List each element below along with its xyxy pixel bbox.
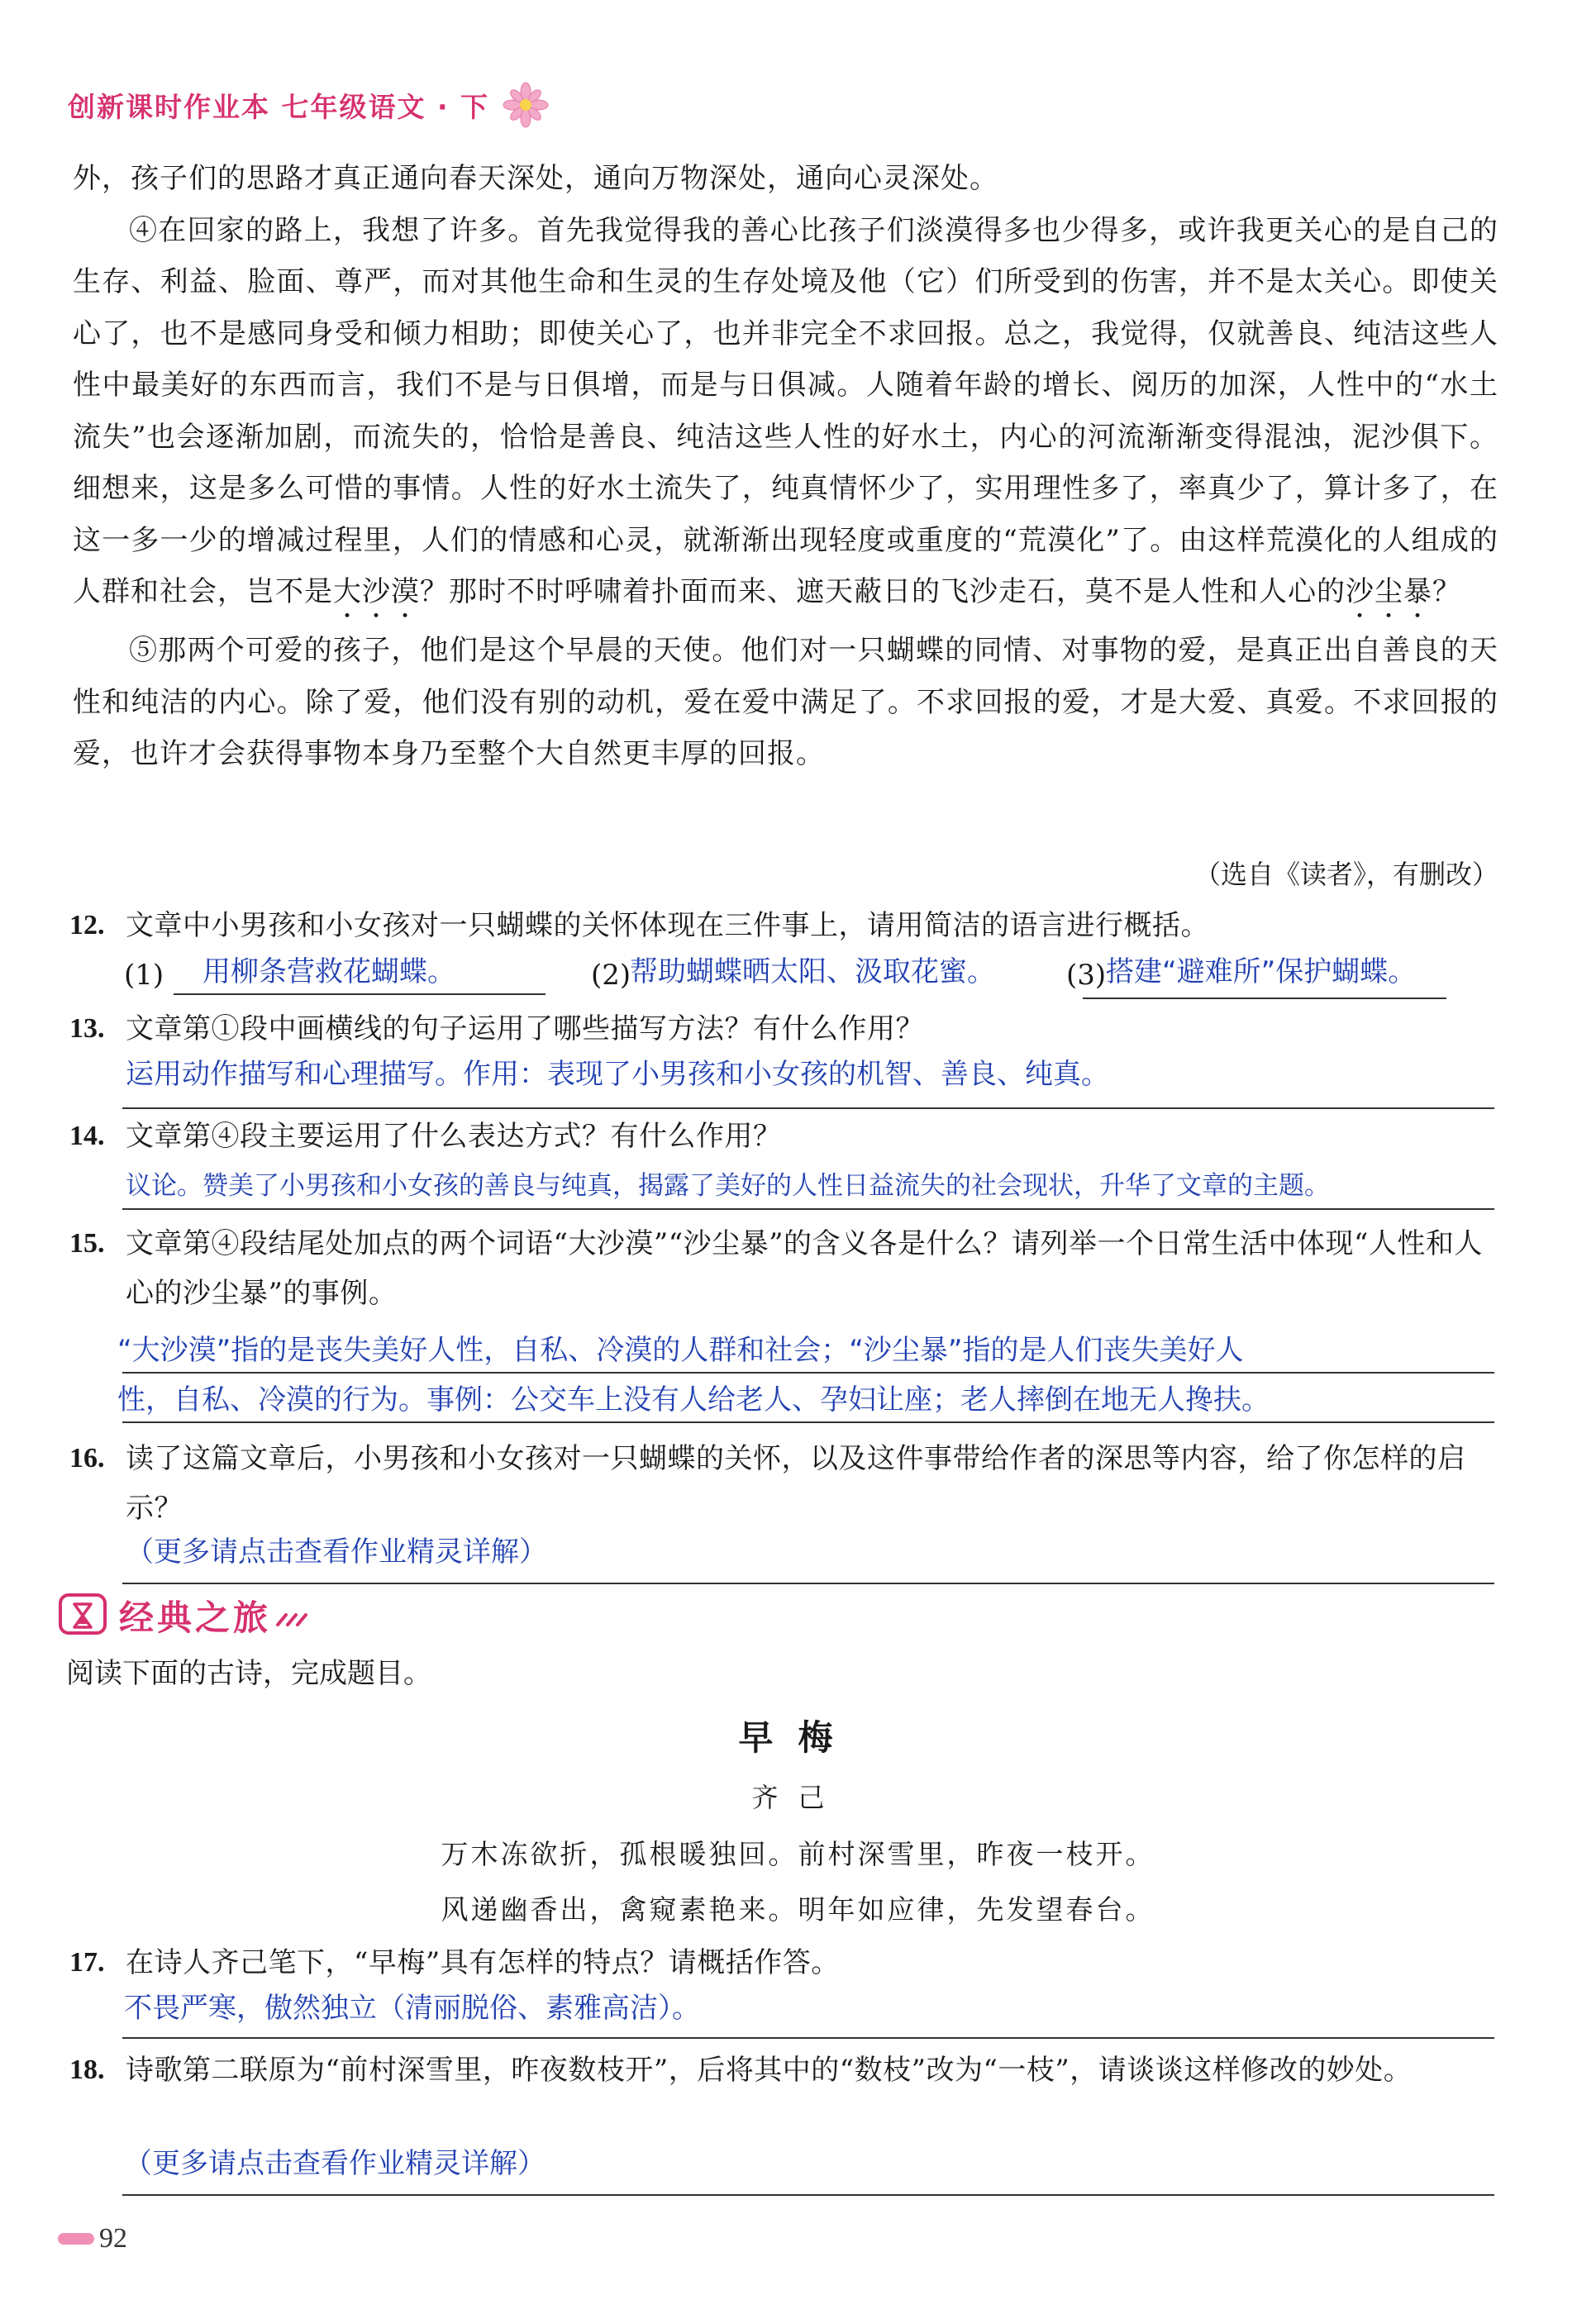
poem-line-2: 风递幽香出，禽窥素艳来。明年如应律，先发望春台。: [441, 1893, 1155, 1926]
section-header: [58, 1591, 317, 1640]
page-header: [68, 84, 549, 126]
question-text: 读了这篇文章后，小男孩和小女孩对一只蝴蝶的关怀，以及这件事带给作者的深思等内容，给了你怎样的启示？: [126, 1442, 1466, 1525]
question-16: 16. 读了这篇文章后，小男孩和小女孩对一只蝴蝶的关怀，以及这件事带给作者的深思等内容，给了你怎样的启示？: [69, 1434, 1508, 1533]
more-details-link[interactable]: （更多请点击查看作业精灵详解）: [124, 2147, 545, 2180]
section-instruction: 阅读下面的古诗，完成题目。: [66, 1657, 431, 1690]
answer-15: “大沙漠”指的是丧失美好人性，自私、冷漠的人群和社会；“沙尘暴”指的是人们丧失美好人 性，自私、冷漠的行为。事例：公交车上没有人给老人、孕妇让座；老人摔倒在地无人搀扶。: [117, 1334, 1270, 1416]
paragraph-continuation: 外，孩子们的思路才真正通向春天深处，通向万物深处，通向心灵深处。: [73, 162, 998, 195]
hourglass-icon: [58, 1593, 107, 1639]
answer-line: [122, 1421, 1494, 1423]
answer-line: [122, 2194, 1494, 2196]
emphasized-word-desert: 大沙漠: [333, 575, 420, 608]
more-details-link[interactable]: （更多请点击查看作业精灵详解）: [126, 1536, 547, 1569]
emphasized-word-sandstorm: 沙尘暴: [1346, 575, 1432, 608]
answer-12-1: 用柳条营救花蝴蝶。: [202, 955, 455, 988]
answer-line: [122, 1208, 1494, 1210]
decorative-slashes-icon: [271, 1603, 317, 1628]
answer-line: [122, 1372, 1494, 1374]
answer-line: [174, 993, 545, 995]
answer-line: [1083, 997, 1446, 999]
answer-13: 运用动作描写和心理描写。作用：表现了小男孩和小女孩的机智、善良、纯真。: [126, 1058, 1109, 1091]
answer-18: [124, 2139, 1529, 2188]
answer-16: [126, 1527, 1531, 1577]
answer-12-2: 帮助蝴蝶晒太阳、汲取花蜜。: [630, 955, 995, 988]
answer-line: [122, 2037, 1494, 2039]
question-text: 在诗人齐己笔下，“早梅”具有怎样的特点？请概括作答。: [126, 1946, 840, 1979]
paragraph-5: ⑤那两个可爱的孩子，他们是这个早晨的天使。他们对一只蝴蝶的同情、对事物的爱，是真正出自善良的天性和纯洁的内心。除了爱，他们没有别的动机，爱在爱中满足了。不求回报的爱，才是大爱、真爱。不求回报的爱，也许才会获得事物本身乃至整个大自然更丰厚的回报。: [73, 634, 1498, 770]
flower-icon: [503, 82, 549, 128]
question-text: 文章第④段主要运用了什么表达方式？有什么作用？: [126, 1120, 782, 1153]
answer-line: [122, 1107, 1494, 1109]
poem-line-1: 万木冻欲折，孤根暖独回。前村深雪里，昨夜一枝开。: [441, 1838, 1155, 1870]
poem-author: 齐己: [751, 1782, 845, 1813]
section-title: 经典之旅: [119, 1597, 272, 1638]
passage: [73, 153, 1498, 780]
question-text: 诗歌第二联原为“前村深雪里，昨夜数枝开”，后将其中的“数枝”改为“一枝”，请谈谈这样修改的妙处。: [126, 2054, 1413, 2087]
question-14: 14. 文章第④段主要运用了什么表达方式？有什么作用？: [69, 1112, 1508, 1161]
answer-14: 议论。赞美了小男孩和小女孩的善良与纯真，揭露了美好的人性日益流失的社会现状，升华了文章的主题。: [126, 1171, 1330, 1201]
workbook-page: 创新课时作业本 七年级语文 · 下 外，孩子们的思路才真正通向春天深处，通向万物深处，通向心灵深处。 ④在回家的路上，我想了许多。首先我觉得我的善心比孩子们淡漠得多也少得多，或许我更关心的是自己的生存、利益、脸面、尊严，而对其他生命和生灵的生存处境及他（它）们所受到的伤害，并不是太关心。即使关心了，也不是感同身受和倾力相助；即使关心了，也并非完全不求回报。总之，我觉得，仅就善良、纯洁这些人性中最美好的东西而言，我们不是与日俱增，而是与日俱减。人随着年龄的增长、阅历的加深，人性中的“水土流失”也会逐渐加剧，而流失的，恰恰是善良、纯洁这些人性的好水土，内心的河流渐渐变得混浊，泥沙俱下。细想来，这是多么可惜的事情。人性的好水土流失了，纯真情怀少了，实用理性多了，率真少了，算计多了，在这一多一少的增减过程里，人们的情感和心灵，就渐渐出现轻度或重度的“荒漠化”了。由这样荒漠化的人组成的人群和社会，岂不是大沙漠？那时不时呼啸着扑面而来、遮天蔽日的飞沙走石，莫不是人性和人心的沙尘暴？ ⑤那两个可爱的孩子，他们是这个早晨的天使。他们对一只蝴蝶的同情、对事物的爱，是真正出自善良的天性和纯洁的内心。除了爱，他们没有别的动机，爱在爱中满足了。不求回报的爱，才是大爱、真爱。不求回报的爱，也许才会获得事物本身乃至整个大自然更丰厚的回报。 （选自《读者》，有删改） 12. 文章中小男孩和小女孩对一只蝴蝶的关怀体现在三件事上，请用简洁的语言进行概括。 (1) 用柳条营救花蝴蝶。 (2) 帮助蝴蝶晒太阳、汲取花蜜。 (3) 搭建“避难所”保护蝴蝶。 13. 文章第①段中画横线的句子运用了哪些描写方法？有什么作用？ 运用动作描写和心理描写。作用：表现了小男孩和小女孩的机智、善良、纯真。 14. 文章第④段主要运用了什么表达方式？有什么作用？ 议论。赞美了小男孩和小女孩的善良与纯真，揭露了美好的人性日益流失的社会现状，升华了文章的主题。 15. 文章第④段结尾处加点的两个词语“大沙漠”“沙尘暴”的含义各是什么？请列举一个日常生活中体现“人性和人心的沙尘暴”的事例。 “大沙漠”指的是丧失美好人性，自私、冷漠的人群和社会；“沙尘暴”指的是人们丧失美好人 性，自私、冷漠的行为。事例：公交车上没有人给老人、孕妇让座；老人摔倒在地无人搀扶。 16. 读了这篇文章后，小男孩和小女孩对一只蝴蝶的关怀，以及这件事带给作者的深思等内容，给了你怎样的启示？ （更多请点击查看作业精灵详解） 经典之旅 阅读下面的古诗，完成题目。 早梅 齐己 万木冻欲折，孤根暖独回。前村深雪里，昨夜一枝开。 风递幽香出，禽窥素艳来。明年如应律，先发望春台。 17. 在诗人齐己笔下，“早梅”具有怎样的特点？请概括作答。 不畏严寒，傲然独立（清丽脱俗、素雅高洁）。 18. 诗歌第二联原为“前村深雪里，昨夜数枝开”，后将其中的“数枝”改为“一枝”，请谈谈这样修改的妙处。 （更多请点击查看作业精灵详解） 92: [0, 0, 1596, 2314]
question-text: 文章中小男孩和小女孩对一只蝴蝶的关怀体现在三件事上，请用简洁的语言进行概括。: [126, 909, 1209, 942]
question-17: 17. 在诗人齐己笔下，“早梅”具有怎样的特点？请概括作答。: [69, 1938, 1508, 1988]
answer-12-3: 搭建“避难所”保护蝴蝶。: [1106, 955, 1417, 988]
footer-decoration: [58, 2233, 94, 2245]
question-15: 15. 文章第④段结尾处加点的两个词语“大沙漠”“沙尘暴”的含义各是什么？请列举一个日常生活中体现“人性和人心的沙尘暴”的事例。: [69, 1219, 1508, 1318]
source-citation: （选自《读者》，有删改）: [1193, 859, 1498, 890]
answer-17: 不畏严寒，傲然独立（清丽脱俗、素雅高洁）。: [124, 1992, 700, 2025]
question-text: 文章第①段中画横线的句子运用了哪些描写方法？有什么作用？: [126, 1012, 924, 1045]
question-text: 文章第④段结尾处加点的两个词语“大沙漠”“沙尘暴”的含义各是什么？请列举一个日常生活中体现“人性和人心的沙尘暴”的事例。: [126, 1227, 1483, 1310]
paragraph-4: ④在回家的路上，我想了许多。首先我觉得我的善心比孩子们淡漠得多也少得多，或许我更关心的是自己的生存、利益、脸面、尊严，而对其他生命和生灵的生存处境及他（它）们所受到的伤害，并不是太关心。即使关心了，也不是感同身受和倾力相助；即使关心了，也并非完全不求回报。总之，我觉得，仅就善良、纯洁这些人性中最美好的东西而言，我们不是与日俱增，而是与日俱减。人随着年龄的增长、阅历的加深，人性中的“水土流失”也会逐渐加剧，而流失的，恰恰是善良、纯洁这些人性的好水土，内心的河流渐渐变得混浊，泥沙俱下。细想来，这是多么可惜的事情。人性的好水土流失了，纯真情怀少了，实用理性多了，率真少了，算计多了，在这一多一少的增减过程里，人们的情感和心灵，就渐渐出现轻度或重度的“荒漠化”了。由这样荒漠化的人组成的人群和社会，岂不是大沙漠？那时不时呼啸着扑面而来、遮天蔽日的飞沙走石，莫不是人性和人心的沙尘暴？: [73, 213, 1498, 608]
question-12: 12. 文章中小男孩和小女孩对一只蝴蝶的关怀体现在三件事上，请用简洁的语言进行概括。: [69, 901, 1508, 950]
answer-line: [122, 1583, 1494, 1584]
question-18: 18. 诗歌第二联原为“前村深雪里，昨夜数枝开”，后将其中的“数枝”改为“一枝”，请谈谈这样修改的妙处。: [69, 2045, 1508, 2095]
book-title: 创新课时作业本 七年级语文 · 下: [68, 90, 490, 123]
question-13: 13. 文章第①段中画横线的句子运用了哪些描写方法？有什么作用？: [69, 1004, 1508, 1054]
poem-title: 早梅: [738, 1717, 858, 1758]
page-number: 92: [99, 2223, 127, 2254]
page-footer: [58, 2223, 127, 2254]
